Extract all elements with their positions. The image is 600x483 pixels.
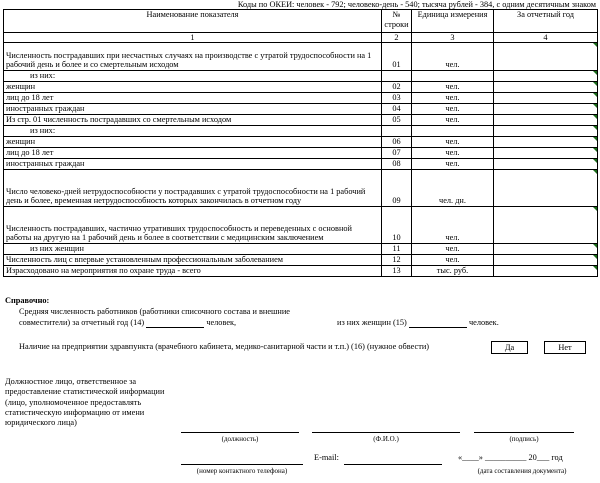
row-label: из них женщин [4, 244, 382, 255]
avg-headcount-line2 [19, 318, 236, 328]
row-unit: чел. [412, 207, 494, 244]
position-caption: (должность) [221, 435, 259, 443]
value-cell[interactable] [494, 266, 598, 277]
row-unit: чел. [412, 93, 494, 104]
table-row [4, 148, 598, 159]
row-label: лиц до 18 лет [4, 148, 382, 159]
header-unit: Единица измерения [412, 10, 494, 33]
table-row [4, 82, 598, 93]
row-unit: чел. [412, 137, 494, 148]
value-cell[interactable] [494, 137, 598, 148]
table-row [4, 244, 598, 255]
row-unit [412, 126, 494, 137]
row-line-no: 08 [382, 159, 412, 170]
col-number: 3 [412, 33, 494, 43]
yes-option[interactable]: Да [491, 341, 528, 354]
row-label: иностранных граждан [4, 104, 382, 115]
email-field[interactable] [344, 464, 442, 465]
header-line-no: № строки [382, 10, 412, 33]
no-option[interactable]: Нет [544, 341, 586, 354]
row-label: Из стр. 01 численность пострадавших со смертельным исходом [4, 115, 382, 126]
row-unit: чел. [412, 244, 494, 255]
table-row [4, 266, 598, 277]
row-unit: чел. [412, 115, 494, 126]
table-row [4, 255, 598, 266]
row-line-no: 10 [382, 207, 412, 244]
report-table [3, 9, 598, 277]
row-line-no [382, 126, 412, 137]
value-cell[interactable] [494, 255, 598, 266]
fio-caption: (Ф.И.О.) [373, 435, 399, 443]
avg-headcount-prefix: совместители) за отчетный год (14) [19, 318, 145, 327]
value-cell[interactable] [494, 207, 598, 244]
row-label: Израсходовано на мероприятия по охране труда - всего [4, 266, 382, 277]
table-row [4, 104, 598, 115]
row-unit: чел. дн. [412, 170, 494, 207]
value-cell[interactable] [494, 115, 598, 126]
women-count-line [337, 318, 499, 328]
header-year: За отчетный год [494, 10, 598, 33]
row-unit: чел. [412, 82, 494, 93]
row-label: из них: [4, 126, 382, 137]
header-name: Наименование показателя [4, 10, 382, 33]
position-line[interactable] [181, 432, 299, 433]
date-caption: (дата составления документа) [477, 467, 567, 475]
date-field[interactable]: «____» __________ 20___ год [458, 453, 563, 462]
phone-caption: (номер контактного телефона) [196, 467, 288, 475]
row-line-no: 06 [382, 137, 412, 148]
row-unit: чел. [412, 255, 494, 266]
table-row [4, 159, 598, 170]
table-row [4, 126, 598, 137]
value-cell[interactable] [494, 43, 598, 71]
value-cell[interactable] [494, 82, 598, 93]
col-number: 2 [382, 33, 412, 43]
row-label: Численность пострадавших при несчастных случаях на производстве с утратой трудоспособности на 1 рабочий день и более и со смертельным исходом [4, 43, 382, 71]
value-cell[interactable] [494, 159, 598, 170]
row-line-no [382, 71, 412, 82]
signature-line[interactable] [474, 432, 574, 433]
table-row [4, 137, 598, 148]
row-label: из них: [4, 71, 382, 82]
table-row [4, 93, 598, 104]
women-count-field[interactable] [409, 327, 467, 328]
avg-headcount-field[interactable] [146, 327, 204, 328]
table-row [4, 43, 598, 71]
row-label: Численность лиц с впервые установленным профессиональным заболеванием [4, 255, 382, 266]
row-unit [412, 71, 494, 82]
row-unit: чел. [412, 148, 494, 159]
row-line-no: 11 [382, 244, 412, 255]
row-line-no: 03 [382, 93, 412, 104]
col-number: 1 [4, 33, 382, 43]
signature-caption: (подпись) [509, 435, 539, 443]
email-label: E-mail: [314, 453, 339, 462]
value-cell[interactable] [494, 148, 598, 159]
reference-title: Справочно: [5, 296, 50, 305]
value-cell[interactable] [494, 170, 598, 207]
table-row [4, 71, 598, 82]
row-unit: чел. [412, 43, 494, 71]
row-unit: тыс. руб. [412, 266, 494, 277]
row-label: лиц до 18 лет [4, 93, 382, 104]
row-line-no: 13 [382, 266, 412, 277]
row-label: женщин [4, 137, 382, 148]
col-number: 4 [494, 33, 598, 43]
row-line-no: 01 [382, 43, 412, 71]
row-unit: чел. [412, 159, 494, 170]
avg-headcount-unit: человек, [206, 318, 237, 327]
row-line-no: 07 [382, 148, 412, 159]
okei-codes-line: Коды по ОКЕИ: человек - 792; человеко-день - 540; тысяча рублей - 384, с одним десятичным знаком [237, 0, 596, 9]
row-label: женщин [4, 82, 382, 93]
table-row [4, 170, 598, 207]
value-cell[interactable] [494, 126, 598, 137]
table-row [4, 115, 598, 126]
phone-line[interactable] [181, 464, 303, 465]
row-label: иностранных граждан [4, 159, 382, 170]
avg-headcount-line1: Средняя численность работников (работники списочного состава и внешние [19, 307, 290, 316]
responsible-official-text: Должностное лицо, ответственное за предоставление статистической информации (лицо, уполномоченное предоставлять статистическую информацию от имени юридического лица) [5, 377, 165, 428]
row-label: Число человеко-дней нетрудоспособности у пострадавших с утратой трудоспособности на 1 рабочий день и более, временная нетрудоспособность которых закончилась в отчетном году [4, 170, 382, 207]
women-unit: человек. [468, 318, 499, 327]
row-line-no: 05 [382, 115, 412, 126]
women-prefix: из них женщин (15) [337, 318, 407, 327]
value-cell[interactable] [494, 244, 598, 255]
health-point-question: Наличие на предприятии здравпункта (врачебного кабинета, медико-санитарной части и т.п.) (16) (нужное обвести) [19, 342, 430, 351]
table-row [4, 207, 598, 244]
value-cell[interactable] [494, 71, 598, 82]
row-line-no: 02 [382, 82, 412, 93]
fio-line[interactable] [312, 432, 460, 433]
row-unit: чел. [412, 104, 494, 115]
row-line-no: 09 [382, 170, 412, 207]
row-line-no: 12 [382, 255, 412, 266]
row-line-no: 04 [382, 104, 412, 115]
value-cell[interactable] [494, 93, 598, 104]
row-label: Численность пострадавших, частично утративших трудоспособность и переведенных с основной работы на другую на 1 рабочий день и более в соответствии с медицинским заключением [4, 207, 382, 244]
value-cell[interactable] [494, 104, 598, 115]
